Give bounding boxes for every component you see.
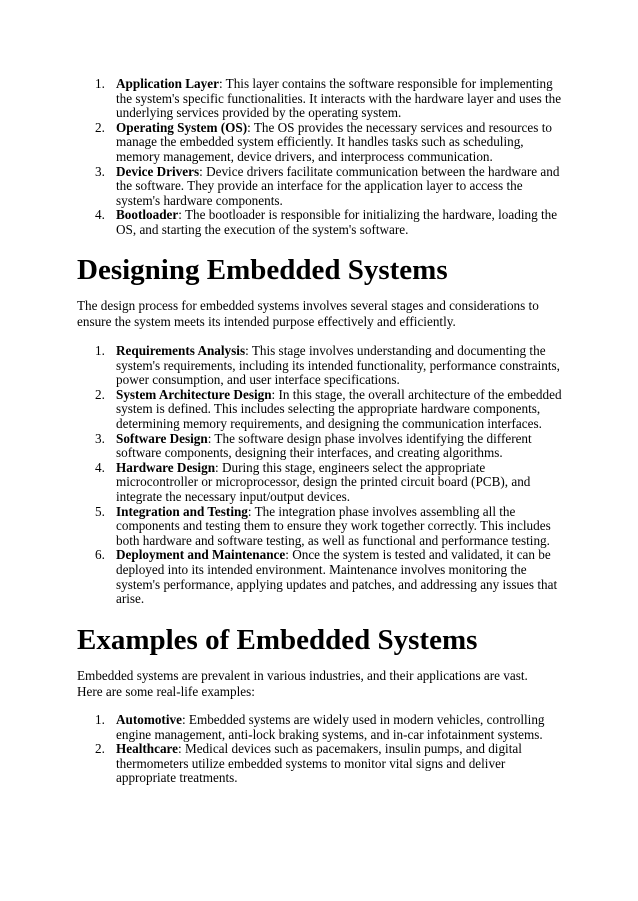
list-term: Hardware Design <box>116 459 216 475</box>
list-number: 6. <box>95 547 105 563</box>
list-term: Automotive <box>116 712 182 727</box>
list-term: Deployment and Maintenance <box>116 547 286 563</box>
list-text: : This stage involves understanding and documenting the system's requirements, including its intended functionality, performance constraints, power consumption, and user interface specifications. <box>116 343 560 388</box>
list-term: Device Drivers <box>116 163 200 179</box>
list-text: : Once the system is tested and validated, it can be deployed into its intended environment. Maintenance involves monitoring the system's performance, applying updates and patches, and addressing any issues that arise. <box>116 547 558 607</box>
list-term: System Architecture Design <box>116 386 272 402</box>
section-intro-examples: Embedded systems are prevalent in various industries, and their applications are vast. Here are some real-life examples: <box>77 668 528 699</box>
list-item <box>0 505 638 549</box>
section-intro-designing: The design process for embedded systems involves several stages and considerations to ensure the system meets its intended purpose effectively and efficiently. <box>77 298 539 329</box>
list-text: : Medical devices such as pacemakers, insulin pumps, and digital thermometers utilize embedded systems to monitor vital signs and deliver appropriate treatments. <box>116 741 522 786</box>
list-item <box>0 77 638 121</box>
list-number: 1. <box>95 76 105 91</box>
list-text: : Embedded systems are widely used in modern vehicles, controlling engine management, anti-lock braking systems, and in-car infotainment systems. <box>116 712 545 742</box>
section-heading-designing: Designing Embedded Systems <box>77 254 448 286</box>
examples-section <box>0 713 638 786</box>
list-number: 2. <box>95 119 105 135</box>
list-number: 2. <box>95 741 105 757</box>
list-item <box>0 165 638 209</box>
list-item <box>0 388 638 432</box>
list-number: 3. <box>95 430 105 446</box>
list-number: 1. <box>95 343 105 358</box>
list-number: 4. <box>95 207 105 223</box>
layers-list <box>0 77 638 238</box>
list-term: Healthcare <box>116 741 179 757</box>
list-number: 1. <box>95 712 105 727</box>
list-number: 2. <box>95 386 105 402</box>
list-text: : In this stage, the overall architecture of the embedded system is defined. This includes selecting the appropriate hardware components, determining memory requirements, and designing the communication interfaces. <box>116 386 562 431</box>
list-text: : Device drivers facilitate communication between the hardware and the software. They provide an interface for the application layer to access the system's hardware components. <box>116 163 560 208</box>
list-text: : The bootloader is responsible for initializing the hardware, loading the OS, and starting the execution of the system's software. <box>116 207 558 237</box>
list-item <box>0 208 638 237</box>
list-text: : This layer contains the software responsible for implementing the system's specific functionalities. It interacts with the hardware layer and uses the underlying services provided by the operating system. <box>116 76 562 121</box>
section-heading-examples: Examples of Embedded Systems <box>77 624 478 656</box>
layers-list-section <box>0 77 638 238</box>
list-item <box>0 121 638 165</box>
list-text: : The OS provides the necessary services and resources to manage the embedded system efficiently. It handles tasks such as scheduling, memory management, device drivers, and interprocess communication. <box>116 119 552 164</box>
list-term: Application Layer <box>116 76 219 91</box>
list-item <box>0 548 638 606</box>
list-term: Requirements Analysis <box>116 343 246 358</box>
list-number: 3. <box>95 163 105 179</box>
list-item <box>0 742 638 786</box>
list-item <box>0 461 638 505</box>
list-text: : The integration phase involves assembling all the components and testing them to ensure they work together correctly. This includes both hardware and software testing, as well as functional and performance testing. <box>116 503 551 548</box>
list-term: Operating System (OS) <box>116 119 248 135</box>
design-steps-list <box>0 344 638 607</box>
list-text: : The software design phase involves identifying the different software components, designing their interfaces, and creating algorithms. <box>116 430 532 461</box>
list-item <box>0 344 638 388</box>
list-text: : During this stage, engineers select the appropriate microcontroller or microprocessor, design the printed circuit board (PCB), and integrate the necessary input/output devices. <box>116 459 531 504</box>
list-number: 4. <box>95 459 105 475</box>
design-steps-section <box>0 344 638 607</box>
list-term: Software Design <box>116 430 208 446</box>
examples-list <box>0 713 638 786</box>
list-term: Integration and Testing <box>116 503 248 519</box>
list-term: Bootloader <box>116 207 179 223</box>
list-number: 5. <box>95 503 105 519</box>
list-item <box>0 432 638 461</box>
list-item <box>0 713 638 742</box>
